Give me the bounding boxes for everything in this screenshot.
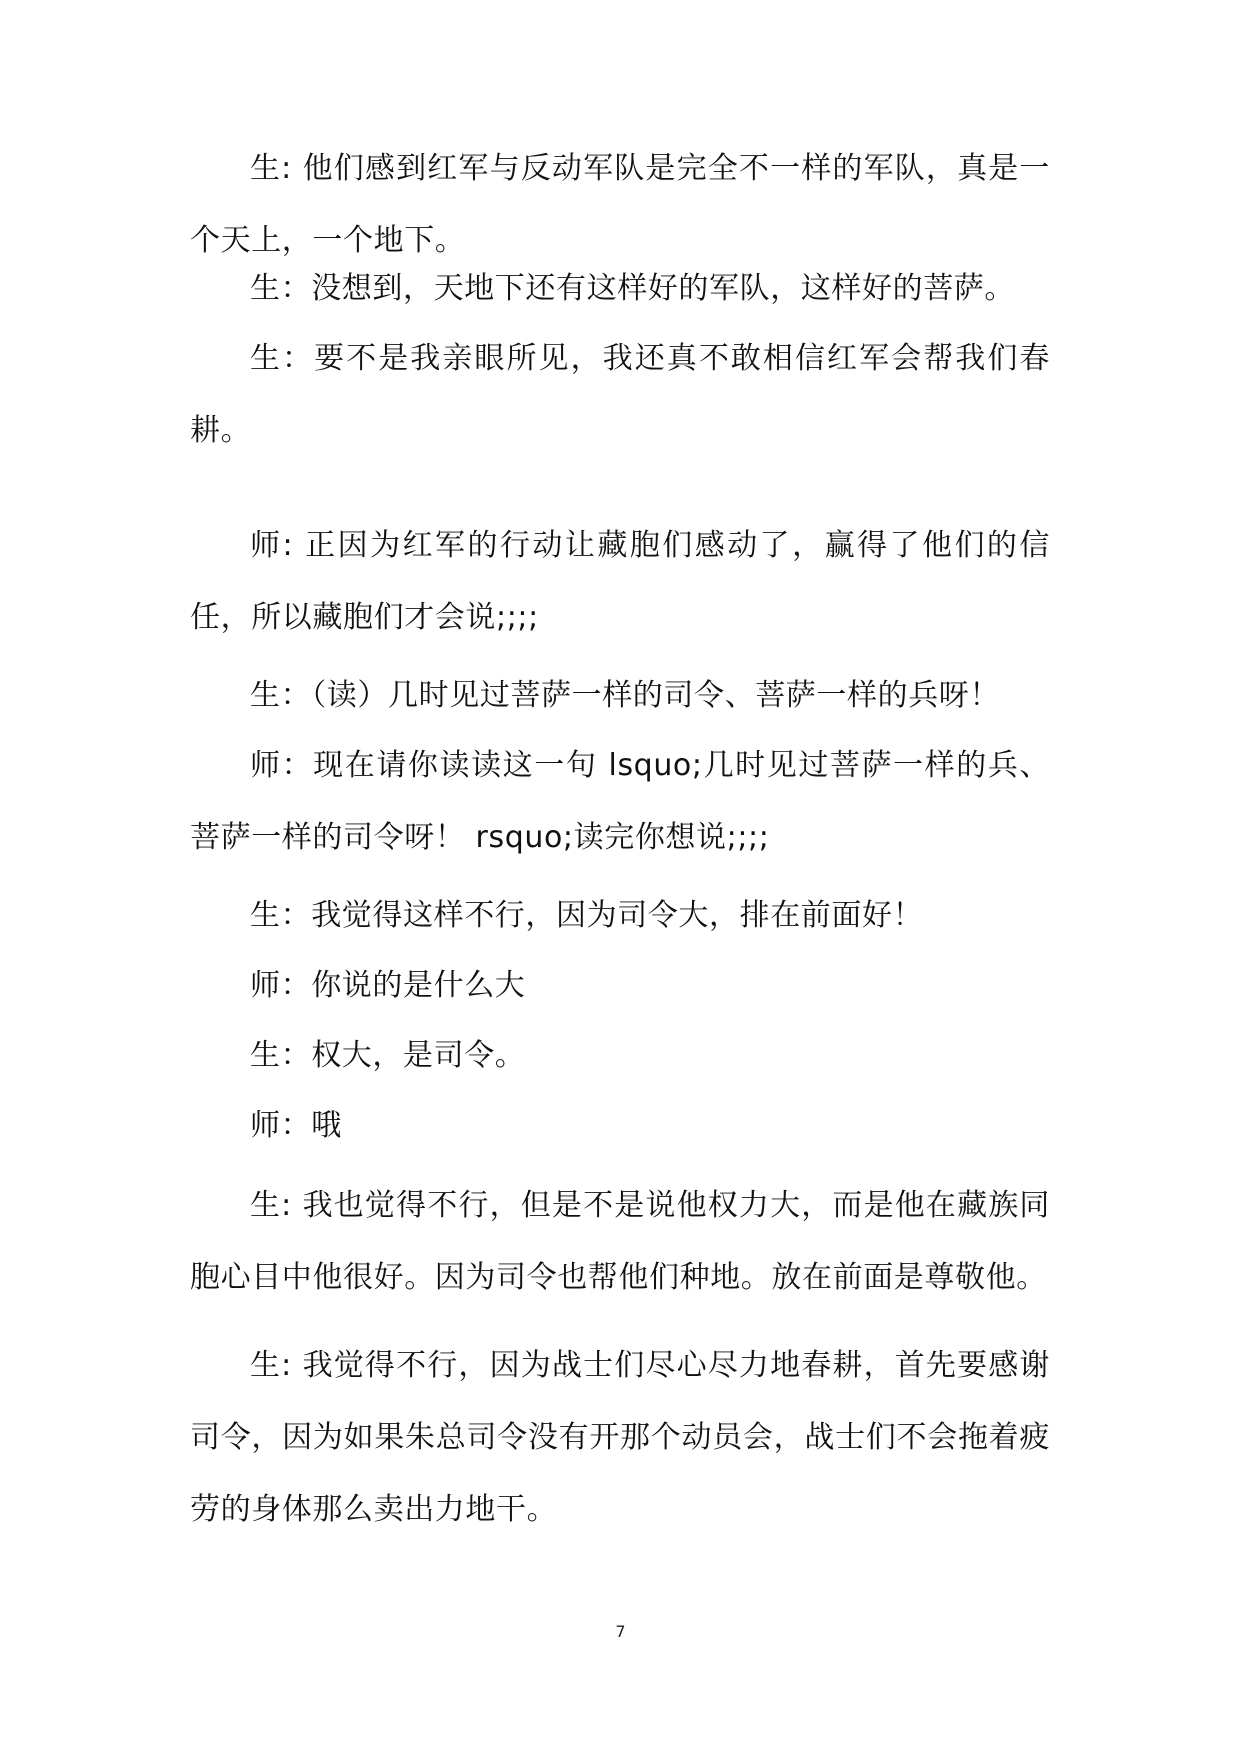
paragraph-3: 生：要不是我亲眼所见，我还真不敢相信红军会帮我们春耕。 — [190, 341, 1050, 448]
paragraph-10: 师：哦 — [250, 1108, 342, 1143]
paragraph-8: 师：你说的是什么大 — [250, 968, 526, 1003]
paragraph-12: 生: 我觉得不行，因为战士们尽心尽力地春耕，首先要感谢司令，因为如果朱总司令没有开那个动员会，战士们不会拖着疲劳的身体那么卖出力地干。 — [190, 1348, 1050, 1527]
paragraph-11: 生: 我也觉得不行，但是不是说他权力大，而是他在藏族同胞心目中他很好。因为司令也帮他们种地。放在前面是尊敬他。 — [190, 1188, 1050, 1295]
paragraph-9: 生：权大，是司令。 — [250, 1038, 526, 1073]
page-number: 7 — [615, 1622, 626, 1641]
paragraph-5: 生：（读）几时见过菩萨一样的司令、菩萨一样的兵呀！ — [250, 678, 1000, 713]
paragraph-1: 生: 他们感到红军与反动军队是完全不一样的军队，真是一个天上，一个地下。 — [190, 151, 1050, 258]
paragraph-6: 师：现在请你读读这一句 lsquo;几时见过菩萨一样的兵、菩萨一样的司令呀！ rsquo;读完你想说;;;; — [190, 748, 1050, 855]
paragraph-4: 师: 正因为红军的行动让藏胞们感动了，赢得了他们的信任，所以藏胞们才会说;;;; — [190, 528, 1050, 635]
paragraph-7: 生：我觉得这样不行，因为司令大，排在前面好！ — [250, 898, 924, 933]
paragraph-2: 生：没想到，天地下还有这样好的军队，这样好的菩萨。 — [250, 271, 1015, 306]
